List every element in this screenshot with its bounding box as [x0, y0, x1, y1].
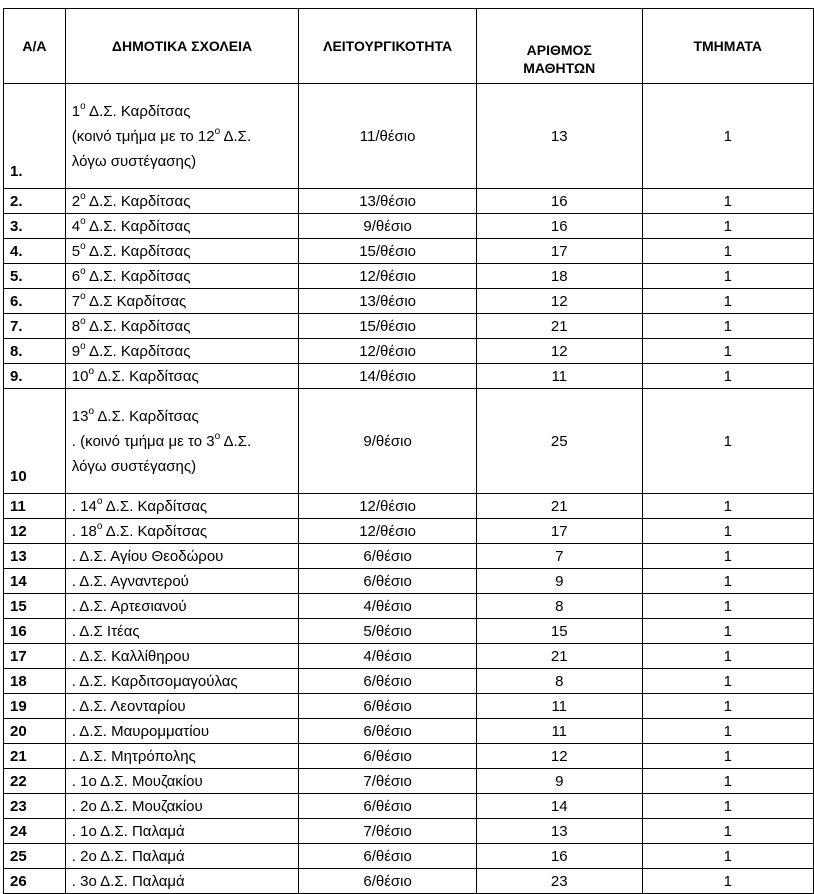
function-cell: 15/θέσιο: [299, 239, 477, 264]
students-cell: 11: [477, 364, 643, 389]
row-number: 2.: [4, 189, 66, 214]
school-cell: [65, 744, 298, 769]
school-ordinal-suffix: ο: [80, 315, 86, 327]
function-cell: 6/θέσιο: [299, 569, 477, 594]
table-row: [4, 339, 814, 364]
students-cell: 17: [477, 519, 643, 544]
row-number: 3.: [4, 214, 66, 239]
school-name: . Δ.Σ. Καλλίθηρου: [71, 647, 190, 665]
students-cell: 12: [477, 744, 643, 769]
classes-cell: 1: [642, 84, 814, 189]
school-ordinal: 8: [71, 317, 81, 335]
students-cell: 17: [477, 239, 643, 264]
classes-cell: 1: [642, 189, 814, 214]
students-cell: 9: [477, 769, 643, 794]
header-students-line2: ΜΑΘΗΤΩΝ: [523, 60, 596, 76]
row-number: 15: [4, 594, 66, 619]
school-name: Δ.Σ. Καρδίτσας: [89, 192, 191, 210]
school-note-end: Δ.Σ.: [220, 432, 252, 450]
school-cell: [65, 844, 298, 869]
table-row: [4, 569, 814, 594]
school-cell: [65, 819, 298, 844]
table-row: [4, 364, 814, 389]
students-cell: 9: [477, 569, 643, 594]
classes-cell: 1: [642, 389, 814, 494]
school-ordinal: 5: [71, 242, 81, 260]
classes-cell: 1: [642, 494, 814, 519]
school-note-line3: λόγω συστέγασης): [71, 457, 197, 475]
classes-cell: 1: [642, 519, 814, 544]
students-cell: 8: [477, 669, 643, 694]
school-cell: [65, 389, 298, 494]
school-ordinal: . 18: [71, 522, 97, 540]
school-ordinal: 10: [71, 367, 89, 385]
classes-cell: 1: [642, 644, 814, 669]
classes-cell: 1: [642, 794, 814, 819]
row-number: 22: [4, 769, 66, 794]
school-name: . 2ο Δ.Σ. Παλαμά: [71, 847, 185, 865]
students-cell: 13: [477, 84, 643, 189]
function-cell: 6/θέσιο: [299, 694, 477, 719]
students-cell: 7: [477, 544, 643, 569]
classes-cell: 1: [642, 769, 814, 794]
students-cell: 14: [477, 794, 643, 819]
classes-cell: 1: [642, 844, 814, 869]
students-cell: 23: [477, 869, 643, 894]
school-name: . Δ.Σ. Λεονταρίου: [71, 697, 186, 715]
row-number: 18: [4, 669, 66, 694]
school-cell: [65, 694, 298, 719]
school-note-line3: λόγω συστέγασης): [71, 152, 197, 170]
school-name: . Δ.Σ. Αγίου Θεοδώρου: [71, 547, 224, 565]
school-note-suffix: ο: [214, 430, 221, 442]
students-cell: 16: [477, 214, 643, 239]
table-row: [4, 84, 814, 189]
row-number: 7.: [4, 314, 66, 339]
table-row: [4, 544, 814, 569]
function-cell: 6/θέσιο: [299, 744, 477, 769]
classes-cell: 1: [642, 744, 814, 769]
school-name: Δ.Σ. Καρδίτσας: [105, 497, 208, 515]
function-cell: 13/θέσιο: [299, 289, 477, 314]
function-cell: 6/θέσιο: [299, 669, 477, 694]
school-ordinal: 7: [71, 292, 81, 310]
table-row: [4, 694, 814, 719]
classes-cell: 1: [642, 819, 814, 844]
school-cell: [65, 364, 298, 389]
school-ordinal-suffix: ο: [80, 340, 86, 352]
school-cell: [65, 644, 298, 669]
function-cell: 11/θέσιο: [299, 84, 477, 189]
school-name: Δ.Σ. Καρδίτσας: [89, 102, 191, 120]
classes-cell: 1: [642, 214, 814, 239]
school-ordinal: 2: [71, 192, 81, 210]
school-name: . 2ο Δ.Σ. Μουζακίου: [71, 797, 203, 815]
header-classes: ΤΜΗΜΑΤΑ: [642, 9, 814, 84]
table-row: [4, 619, 814, 644]
school-ordinal-suffix: ο: [80, 190, 86, 202]
row-number: 17: [4, 644, 66, 669]
table-row: [4, 669, 814, 694]
school-ordinal-suffix: ο: [88, 405, 95, 417]
row-number: 25: [4, 844, 66, 869]
school-cell: [65, 189, 298, 214]
school-cell: [65, 619, 298, 644]
school-cell: [65, 494, 298, 519]
table-row: [4, 769, 814, 794]
table-row: [4, 819, 814, 844]
school-name: Δ.Σ Καρδίτσας: [89, 292, 187, 310]
row-number: 10: [4, 389, 66, 494]
function-cell: 13/θέσιο: [299, 189, 477, 214]
school-ordinal-suffix: ο: [96, 520, 103, 532]
school-name: . Δ.Σ. Αγναντερού: [71, 572, 189, 590]
school-name: . 1ο Δ.Σ. Παλαμά: [71, 822, 185, 840]
school-ordinal-suffix: ο: [96, 495, 103, 507]
table-row: [4, 869, 814, 894]
header-aa: Α/Α: [4, 9, 66, 84]
classes-cell: 1: [642, 239, 814, 264]
students-cell: 21: [477, 644, 643, 669]
school-cell: [65, 314, 298, 339]
students-cell: 15: [477, 619, 643, 644]
students-cell: 25: [477, 389, 643, 494]
school-ordinal-suffix: ο: [80, 265, 86, 277]
classes-cell: 1: [642, 569, 814, 594]
row-number: 19: [4, 694, 66, 719]
school-note: (κοινό τμήμα με το 12: [71, 127, 215, 145]
school-name: Δ.Σ. Καρδίτσας: [97, 367, 199, 385]
students-cell: 18: [477, 264, 643, 289]
school-cell: [65, 769, 298, 794]
school-name: . Δ.Σ. Μητρόπολης: [71, 747, 196, 765]
school-name: . Δ.Σ. Αρτεσιανού: [71, 597, 187, 615]
classes-cell: 1: [642, 594, 814, 619]
school-ordinal: 13: [71, 407, 89, 425]
classes-cell: 1: [642, 619, 814, 644]
school-cell: [65, 239, 298, 264]
function-cell: 7/θέσιο: [299, 819, 477, 844]
row-number: 9.: [4, 364, 66, 389]
school-cell: [65, 214, 298, 239]
school-cell: [65, 84, 298, 189]
table-row: [4, 519, 814, 544]
row-number: 1.: [4, 84, 66, 189]
function-cell: 15/θέσιο: [299, 314, 477, 339]
table-row: [4, 214, 814, 239]
table-row: [4, 719, 814, 744]
table-row: [4, 264, 814, 289]
row-number: 23: [4, 794, 66, 819]
school-ordinal-suffix: ο: [88, 365, 95, 377]
table-row: [4, 189, 814, 214]
row-number: 11: [4, 494, 66, 519]
header-students: [477, 9, 643, 84]
classes-cell: 1: [642, 289, 814, 314]
school-cell: [65, 339, 298, 364]
row-number: 16: [4, 619, 66, 644]
school-ordinal-suffix: ο: [80, 240, 86, 252]
function-cell: 6/θέσιο: [299, 794, 477, 819]
table-row: [4, 314, 814, 339]
school-name: Δ.Σ. Καρδίτσας: [97, 407, 199, 425]
students-cell: 16: [477, 189, 643, 214]
students-cell: 16: [477, 844, 643, 869]
header-row: [4, 9, 814, 84]
school-cell: [65, 264, 298, 289]
school-ordinal-suffix: ο: [80, 215, 86, 227]
school-cell: [65, 594, 298, 619]
table-row: [4, 644, 814, 669]
function-cell: 6/θέσιο: [299, 869, 477, 894]
classes-cell: 1: [642, 544, 814, 569]
classes-cell: 1: [642, 314, 814, 339]
function-cell: 6/θέσιο: [299, 544, 477, 569]
table-row: [4, 389, 814, 494]
table-row: [4, 594, 814, 619]
row-number: 20: [4, 719, 66, 744]
school-cell: [65, 569, 298, 594]
school-name: Δ.Σ. Καρδίτσας: [89, 267, 191, 285]
school-note: . (κοινό τμήμα με το 3: [71, 432, 215, 450]
school-ordinal: . 14: [71, 497, 97, 515]
row-number: 6.: [4, 289, 66, 314]
function-cell: 12/θέσιο: [299, 494, 477, 519]
row-number: 8.: [4, 339, 66, 364]
row-number: 12: [4, 519, 66, 544]
students-cell: 12: [477, 339, 643, 364]
function-cell: 12/θέσιο: [299, 519, 477, 544]
school-name: . Δ.Σ. Μαυρομματίου: [71, 722, 210, 740]
classes-cell: 1: [642, 364, 814, 389]
school-name: Δ.Σ. Καρδίτσας: [89, 317, 191, 335]
table-row: [4, 494, 814, 519]
students-cell: 11: [477, 719, 643, 744]
school-ordinal-suffix: ο: [80, 100, 86, 112]
row-number: 26: [4, 869, 66, 894]
table-row: [4, 289, 814, 314]
students-cell: 8: [477, 594, 643, 619]
classes-cell: 1: [642, 694, 814, 719]
table-row: [4, 794, 814, 819]
row-number: 4.: [4, 239, 66, 264]
school-ordinal: 1: [71, 102, 81, 120]
row-number: 24: [4, 819, 66, 844]
function-cell: 4/θέσιο: [299, 644, 477, 669]
students-cell: 11: [477, 694, 643, 719]
students-cell: 13: [477, 819, 643, 844]
school-cell: [65, 519, 298, 544]
school-cell: [65, 794, 298, 819]
function-cell: 12/θέσιο: [299, 264, 477, 289]
school-name: Δ.Σ. Καρδίτσας: [89, 217, 191, 235]
header-students-line1: ΑΡΙΘΜΟΣ: [526, 42, 592, 58]
school-name: . Δ.Σ. Καρδιτσομαγούλας: [71, 672, 238, 690]
school-ordinal-suffix: ο: [80, 290, 86, 302]
header-function: ΛΕΙΤΟΥΡΓΙΚΟΤΗΤΑ: [299, 9, 477, 84]
school-name: Δ.Σ. Καρδίτσας: [105, 522, 208, 540]
classes-cell: 1: [642, 719, 814, 744]
function-cell: 7/θέσιο: [299, 769, 477, 794]
school-ordinal: 4: [71, 217, 81, 235]
function-cell: 4/θέσιο: [299, 594, 477, 619]
school-cell: [65, 289, 298, 314]
row-number: 5.: [4, 264, 66, 289]
table-row: [4, 239, 814, 264]
school-cell: [65, 869, 298, 894]
function-cell: 6/θέσιο: [299, 844, 477, 869]
school-ordinal: 9: [71, 342, 81, 360]
row-number: 13: [4, 544, 66, 569]
header-school: ΔΗΜΟΤΙΚΑ ΣΧΟΛΕΙΑ: [65, 9, 298, 84]
school-cell: [65, 719, 298, 744]
function-cell: 12/θέσιο: [299, 339, 477, 364]
function-cell: 14/θέσιο: [299, 364, 477, 389]
students-cell: 12: [477, 289, 643, 314]
school-name: . 3ο Δ.Σ. Παλαμά: [71, 872, 185, 890]
classes-cell: 1: [642, 669, 814, 694]
students-cell: 21: [477, 494, 643, 519]
row-number: 14: [4, 569, 66, 594]
school-name: Δ.Σ. Καρδίτσας: [89, 242, 191, 260]
students-cell: 21: [477, 314, 643, 339]
classes-cell: 1: [642, 264, 814, 289]
schools-table: [3, 8, 814, 894]
classes-cell: 1: [642, 869, 814, 894]
school-cell: [65, 669, 298, 694]
school-cell: [65, 544, 298, 569]
school-name: . 1ο Δ.Σ. Μουζακίου: [71, 772, 203, 790]
school-note-suffix: ο: [214, 125, 221, 137]
school-ordinal: 6: [71, 267, 81, 285]
table-row: [4, 744, 814, 769]
school-name: . Δ.Σ Ιτέας: [71, 622, 140, 640]
function-cell: 9/θέσιο: [299, 389, 477, 494]
school-name: Δ.Σ. Καρδίτσας: [89, 342, 191, 360]
table-row: [4, 844, 814, 869]
row-number: 21: [4, 744, 66, 769]
function-cell: 5/θέσιο: [299, 619, 477, 644]
classes-cell: 1: [642, 339, 814, 364]
school-note-end: Δ.Σ.: [220, 127, 252, 145]
function-cell: 9/θέσιο: [299, 214, 477, 239]
function-cell: 6/θέσιο: [299, 719, 477, 744]
